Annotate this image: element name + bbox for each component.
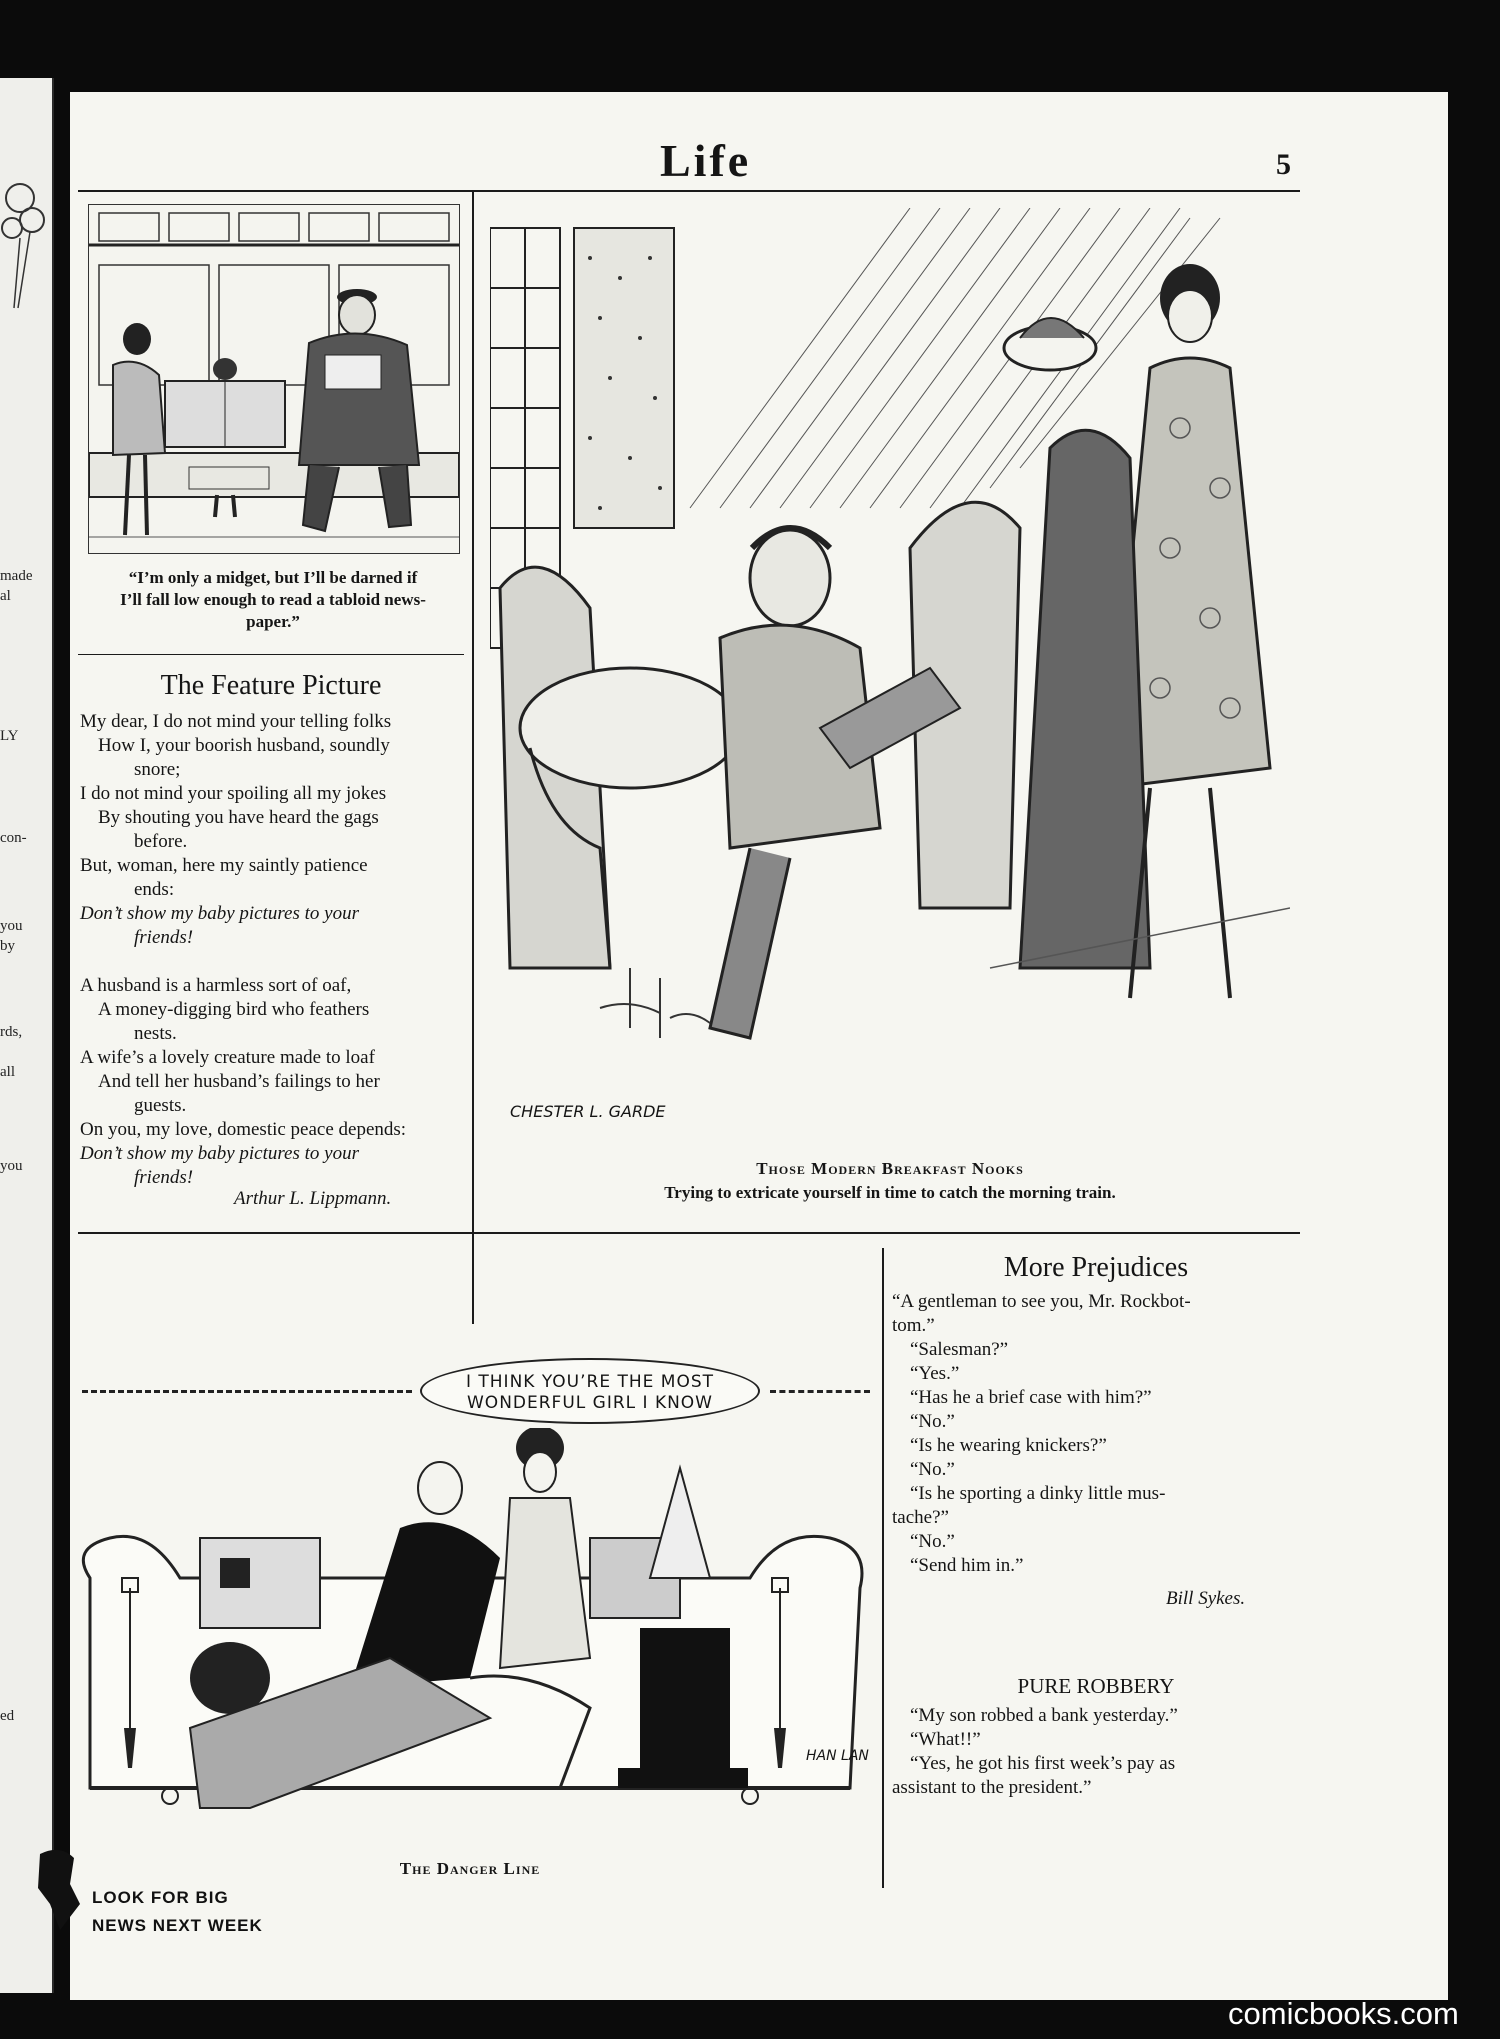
poem-line: friends! xyxy=(134,1167,194,1188)
pure-robbery-text xyxy=(892,1704,1302,1800)
poem-author: Arthur L. Lippmann. xyxy=(234,1188,392,1209)
danger-line-art xyxy=(70,1428,870,1848)
dialogue-line: “No.” xyxy=(910,1459,955,1480)
sliver-text: rds, xyxy=(0,1024,23,1040)
page-number: 5 xyxy=(1276,148,1291,181)
facing-page-edge xyxy=(0,78,54,1993)
subway-cartoon xyxy=(88,204,460,554)
dialogue-line: “No.” xyxy=(910,1411,955,1432)
breakfast-nook-art xyxy=(490,208,1290,1086)
dialogue-line: “Yes.” xyxy=(910,1363,960,1384)
site-watermark: comicbooks.com xyxy=(1228,1996,1459,2031)
dialogue-line: “Is he sporting a dinky little mus- xyxy=(910,1483,1166,1504)
sliver-text: by xyxy=(0,938,15,954)
footer-figure-icon xyxy=(30,1844,86,1934)
poem-line: I do not mind your spoiling all my jokes xyxy=(80,783,387,804)
pure-robbery-title: PURE ROBBERY xyxy=(1017,1674,1175,1698)
poem-line: Don’t show my baby pictures to your xyxy=(80,903,359,924)
artist-signature: CHESTER L. GARDE xyxy=(510,1102,666,1121)
more-prejudices-title: More Prejudices xyxy=(1003,1252,1189,1283)
dialogue-line: “What!!” xyxy=(910,1729,981,1750)
column-rule xyxy=(78,654,464,655)
feature-picture-poem xyxy=(80,710,466,1190)
column-divider-lower xyxy=(882,1248,884,1888)
balloon-illustration-fragment xyxy=(0,158,52,338)
poem-line: How I, your boorish husband, soundly xyxy=(98,735,390,756)
poem-line: My dear, I do not mind your telling folks xyxy=(80,711,392,732)
poem-line: On you, my love, domestic peace depends: xyxy=(80,1119,407,1140)
masthead: Life xyxy=(660,135,752,186)
prejudices-author: Bill Sykes. xyxy=(1166,1588,1246,1609)
poem-line: But, woman, here my saintly patience xyxy=(80,855,368,876)
sliver-text: al xyxy=(0,588,11,604)
dialogue-line: “Yes, he got his first week’s pay as xyxy=(910,1753,1176,1774)
danger-line-right xyxy=(770,1390,870,1393)
poem-line: snore; xyxy=(134,759,181,780)
masthead-rule xyxy=(78,190,1300,192)
dialogue-line: “A gentleman to see you, Mr. Rockbot- xyxy=(892,1291,1191,1312)
sliver-text: all xyxy=(0,1064,15,1080)
dialogue-line: “My son robbed a bank yesterday.” xyxy=(910,1705,1178,1726)
poem-line: A husband is a harmless sort of oaf, xyxy=(80,975,352,996)
sliver-text: made xyxy=(0,568,33,584)
poem-line: Don’t show my baby pictures to your xyxy=(80,1143,359,1164)
speech-balloon xyxy=(420,1358,760,1424)
caption-line: “I’m only a midget, but I’ll be darned if xyxy=(128,568,418,587)
dialogue-line: tom.” xyxy=(892,1315,935,1336)
dialogue-line: assistant to the president.” xyxy=(892,1777,1092,1798)
poem-line: A wife’s a lovely creature made to loaf xyxy=(80,1047,375,1068)
poem-line: guests. xyxy=(134,1095,187,1116)
footer-line: NEWS NEXT WEEK xyxy=(92,1916,263,1935)
footer-promo xyxy=(92,1884,263,1940)
feature-picture-title: The Feature Picture xyxy=(160,670,382,701)
speech-line: I THINK YOU’RE THE MOST xyxy=(465,1372,715,1392)
poem-line: A money-digging bird who feathers xyxy=(98,999,370,1020)
sliver-text: con- xyxy=(0,830,27,846)
poem-line: friends! xyxy=(134,927,194,948)
dialogue-line: tache?” xyxy=(892,1507,949,1528)
dialogue-line: “Send him in.” xyxy=(910,1555,1024,1576)
dialogue-line: “Salesman?” xyxy=(910,1339,1009,1360)
poem-line: nests. xyxy=(134,1023,177,1044)
caption-line: I’ll fall low enough to read a tabloid news- xyxy=(120,590,426,610)
section-divider xyxy=(78,1232,1300,1234)
footer-line: LOOK FOR BIG xyxy=(92,1888,229,1907)
poem-line: By shouting you have heard the gags xyxy=(98,807,379,828)
breakfast-nook-title: Those Modern Breakfast Nooks xyxy=(756,1159,1024,1178)
sliver-text: ed xyxy=(0,1708,15,1724)
sliver-text: LY xyxy=(0,728,19,744)
subway-cartoon-caption xyxy=(80,567,466,633)
poem-line: ends: xyxy=(134,879,175,900)
sliver-text: you xyxy=(0,1158,23,1174)
dialogue-line: “No.” xyxy=(910,1531,955,1552)
dialogue-line: “Is he wearing knickers?” xyxy=(910,1435,1107,1456)
dialogue-line: “Has he a brief case with him?” xyxy=(910,1387,1152,1408)
poem-line: And tell her husband’s failings to her xyxy=(98,1071,380,1092)
speech-line: WONDERFUL GIRL I KNOW xyxy=(467,1393,713,1413)
column-divider xyxy=(472,192,474,1324)
danger-line-left xyxy=(82,1390,412,1393)
sliver-text: you xyxy=(0,918,23,934)
breakfast-nook-caption: Trying to extricate yourself in time to catch the morning train. xyxy=(664,1183,1116,1202)
danger-line-cartoon xyxy=(70,1428,870,1848)
caption-line: paper.” xyxy=(246,612,300,632)
magazine-page xyxy=(70,92,1448,2000)
subway-cartoon-art xyxy=(89,205,459,553)
more-prejudices-text xyxy=(892,1290,1302,1578)
poem-line: before. xyxy=(134,831,188,852)
breakfast-nook-cartoon xyxy=(490,208,1290,1086)
danger-line-title: The Danger Line xyxy=(399,1859,541,1878)
danger-line-artist-signature: HAN LAN xyxy=(806,1748,869,1764)
